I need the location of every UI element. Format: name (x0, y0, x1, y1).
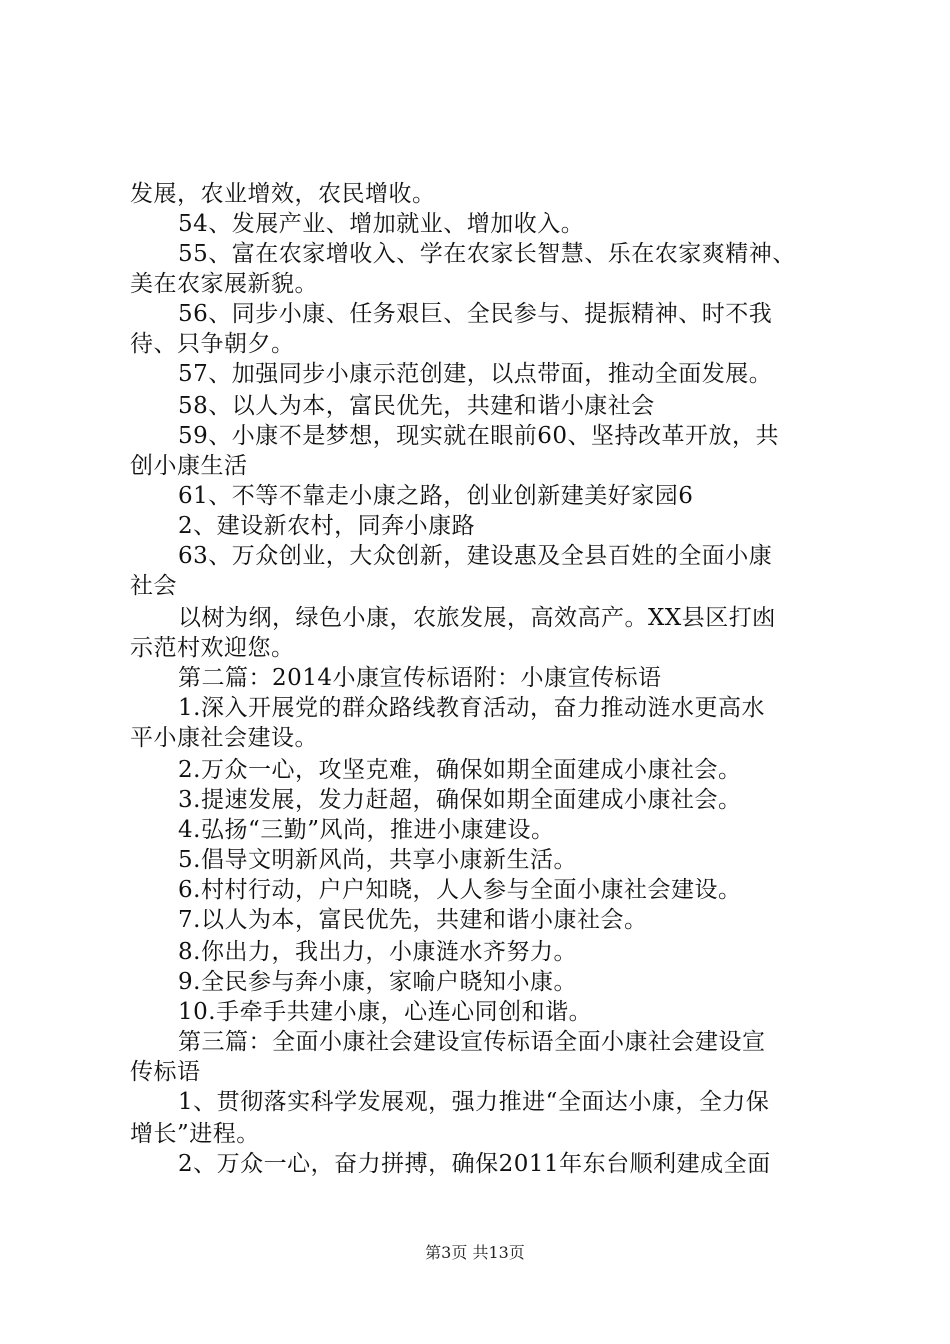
text-line: 10.手牵手共建小康，心连心同创和谐。 (178, 999, 593, 1025)
text-line: 待、只争朝夕。 (130, 331, 295, 357)
text-line: 6.村村行动，户户知晓，人人参与全面小康社会建设。 (178, 877, 742, 903)
text-line: 2、万众一心，奋力拼搏，确保2011年东台顺利建成全面 (178, 1151, 771, 1177)
page-number-footer: 第3页 共13页 (425, 1243, 525, 1262)
text-line: 5.倡导文明新风尚，共享小康新生活。 (178, 847, 577, 873)
section-heading: 第二篇：2014小康宣传标语附：小康宣传标语 (178, 665, 662, 691)
text-line: 3.提速发展，发力赶超，确保如期全面建成小康社会。 (178, 787, 742, 813)
text-line: 56、同步小康、任务艰巨、全民参与、提振精神、时不我 (178, 301, 773, 327)
text-line: 61、不等不靠走小康之路，创业创新建美好家园6 (178, 483, 694, 509)
text-line: 传标语 (130, 1059, 201, 1085)
text-line: 1、贯彻落实科学发展观，强力推进“全面达小康，全力保 (178, 1089, 770, 1115)
text-line: 2、建设新农村，同奔小康路 (178, 513, 476, 539)
text-line: 57、加强同步小康示范创建，以点带面，推动全面发展。 (178, 361, 773, 387)
text-line: 55、富在农家增收入、学在农家长智慧、乐在农家爽精神、 (178, 241, 796, 267)
text-line: 58、以人为本，富民优先，共建和谐小康社会 (178, 393, 655, 419)
text-line: 增长”进程。 (130, 1121, 260, 1147)
text-line: 59、小康不是梦想，现实就在眼前60、坚持改革开放，共 (178, 423, 780, 449)
text-line: 54、发展产业、增加就业、增加收入。 (178, 211, 585, 237)
text-line: 平小康社会建设。 (130, 725, 318, 751)
text-line: 7.以人为本，富民优先，共建和谐小康社会。 (178, 907, 648, 933)
text-line: 以树为纲，绿色小康，农旅发展，高效高产。XX县区打凼 (178, 605, 776, 631)
text-line: 社会 (130, 573, 177, 599)
text-line: 4.弘扬“三勤”风尚，推进小康建设。 (178, 817, 555, 843)
section-heading: 第三篇：全面小康社会建设宣传标语全面小康社会建设宣 (178, 1029, 766, 1055)
text-line: 美在农家展新貌。 (130, 271, 318, 297)
text-line: 发展，农业增效，农民增收。 (130, 181, 436, 207)
text-line: 63、万众创业，大众创新，建设惠及全县百姓的全面小康 (178, 543, 773, 569)
text-line: 8.你出力，我出力，小康涟水齐努力。 (178, 939, 577, 965)
text-line: 创小康生活 (130, 453, 248, 479)
text-line: 1.深入开展党的群众路线教育活动，奋力推动涟水更高水 (178, 695, 765, 721)
text-line: 9.全民参与奔小康，家喻户晓知小康。 (178, 969, 577, 995)
text-line: 示范村欢迎您。 (130, 635, 295, 661)
text-line: 2.万众一心，攻坚克难，确保如期全面建成小康社会。 (178, 757, 742, 783)
